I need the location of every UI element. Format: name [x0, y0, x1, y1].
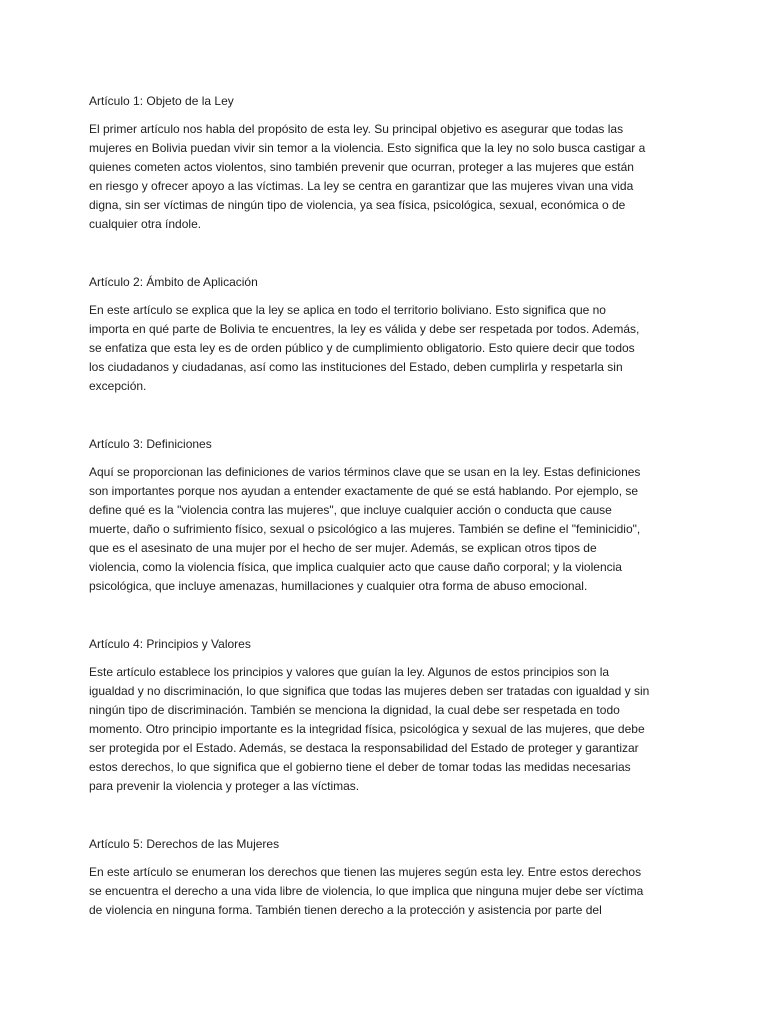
- article-1-heading: Artículo 1: Objeto de la Ley: [89, 94, 234, 108]
- paragraph-line: psicológica, que incluye amenazas, humillaciones y cualquier otra forma de abuso emocional.: [89, 579, 588, 593]
- paragraph-line: digna, sin ser víctimas de ningún tipo de violencia, ya sea física, psicológica, sexual, económica o de: [89, 198, 626, 212]
- paragraph-line: define qué es la "violencia contra las mujeres", que incluye cualquier acción o conducta que cause: [89, 503, 612, 517]
- paragraph-line: se enfatiza que esta ley es de orden público y de cumplimiento obligatorio. Esto quiere decir que todos: [89, 341, 635, 355]
- article-2-section: [89, 273, 748, 396]
- paragraph-line: son importantes porque nos ayudan a entender exactamente de qué se está hablando. Por ejemplo, se: [89, 484, 639, 498]
- paragraph-line: se encuentra el derecho a una vida libre de violencia, lo que implica que ninguna mujer debe ser víctima: [89, 884, 644, 898]
- paragraph-line: momento. Otro principio importante es la integridad física, psicológica y sexual de las mujeres, que debe: [89, 722, 645, 736]
- article-1-paragraph: [89, 120, 748, 234]
- paragraph-line: El primer artículo nos habla del propósito de esta ley. Su principal objetivo es asegurar que todas las: [89, 122, 624, 136]
- paragraph-line: que es el asesinato de una mujer por el hecho de ser mujer. Además, se explican otros tipos de: [89, 541, 597, 555]
- article-4-heading: Artículo 4: Principios y Valores: [89, 637, 251, 651]
- paragraph-line: Este artículo establece los principios y valores que guían la ley. Algunos de estos principios son la: [89, 665, 610, 679]
- article-5-section: [89, 835, 748, 920]
- article-1-section: [89, 92, 748, 234]
- article-5-heading: Artículo 5: Derechos de las Mujeres: [89, 837, 280, 851]
- paragraph-line: importa en qué parte de Bolivia te encuentres, la ley es válida y debe ser respetada por todos. Además,: [89, 322, 640, 336]
- paragraph-line: para prevenir la violencia y proteger a las víctimas.: [89, 779, 360, 793]
- paragraph-line: mujeres en Bolivia puedan vivir sin temor a la violencia. Esto significa que la ley no solo busca castigar a: [89, 141, 646, 155]
- paragraph-line: los ciudadanos y ciudadanas, así como las instituciones del Estado, deben cumplirla y respetarla sin: [89, 360, 623, 374]
- paragraph-line: en riesgo y ofrecer apoyo a las víctimas. La ley se centra en garantizar que las mujeres vivan una vida: [89, 179, 634, 193]
- article-2-paragraph: [89, 301, 748, 396]
- paragraph-line: estos derechos, lo que significa que el gobierno tiene el deber de tomar todas las medidas necesarias: [89, 760, 631, 774]
- paragraph-line: Aquí se proporcionan las definiciones de varios términos clave que se usan en la ley. Estas definiciones: [89, 465, 641, 479]
- document-body: [89, 92, 748, 959]
- article-3-heading: Artículo 3: Definiciones: [89, 437, 212, 451]
- article-3-paragraph: [89, 463, 748, 596]
- paragraph-line: En este artículo se explica que la ley se aplica en todo el territorio boliviano. Esto significa que no: [89, 303, 606, 317]
- paragraph-line: ningún tipo de discriminación. También se menciona la dignidad, la cual debe ser respetada en todo: [89, 703, 620, 717]
- article-2-heading: Artículo 2: Ámbito de Aplicación: [89, 275, 258, 289]
- paragraph-line: excepción.: [89, 379, 147, 393]
- paragraph-line: En este artículo se enumeran los derechos que tienen las mujeres según esta ley. Entre estos derechos: [89, 865, 642, 879]
- paragraph-line: de violencia en ninguna forma. También tienen derecho a la protección y asistencia por parte del: [89, 903, 602, 917]
- paragraph-line: ser protegida por el Estado. Además, se destaca la responsabilidad del Estado de proteger y garantizar: [89, 741, 639, 755]
- article-4-section: [89, 635, 748, 796]
- paragraph-line: cualquier otra índole.: [89, 217, 202, 231]
- paragraph-line: muerte, daño o sufrimiento físico, sexual o psicológico a las mujeres. También se define el "feminicidio",: [89, 522, 641, 536]
- article-4-paragraph: [89, 663, 748, 796]
- article-3-section: [89, 435, 748, 596]
- paragraph-line: quienes cometen actos violentos, sino también prevenir que ocurran, proteger a las mujeres que están: [89, 160, 634, 174]
- paragraph-line: igualdad y no discriminación, lo que significa que todas las mujeres deben ser tratadas con igualdad y sin: [89, 684, 650, 698]
- article-5-paragraph: [89, 863, 748, 920]
- paragraph-line: violencia, como la violencia física, que implica cualquier acto que cause daño corporal; y la violencia: [89, 560, 622, 574]
